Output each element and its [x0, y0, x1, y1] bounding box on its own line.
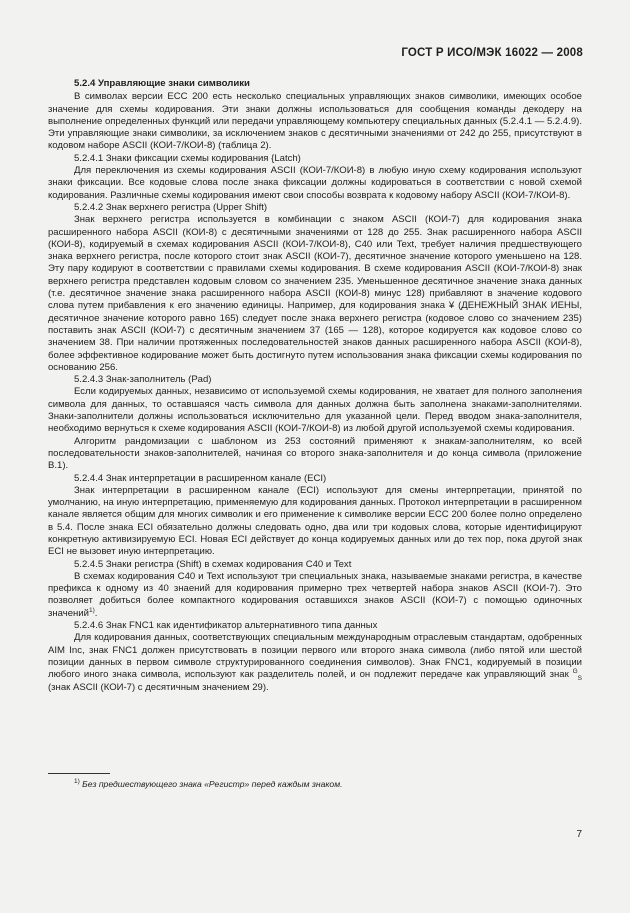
gs-superscript: G: [572, 668, 578, 676]
paragraph: В символах версии ЕСС 200 есть несколько специальных управляющих знаков символики, имеющих особое значение для схемы кодирования. Эти знаки должны использоваться для сообщения команды декодеру на выполнение определенных функций или передачи управляющему компьютеру специальных данных (5.2.4.1 — 5.2.4.9). Эти управляющие знаки символики, за исключением знаков с десятичными значениями от 242 до 255, присутствуют в кодовом наборе ASCII (КОИ-7/КОИ-8) (таблица 2).: [48, 91, 582, 152]
period: .: [94, 607, 98, 619]
subsection-heading: 5.2.4.2 Знак верхнего регистра (Upper Shift): [74, 201, 268, 213]
paragraph: Знак верхнего регистра используется в комбинации с знаком ASCII (КОИ-7) для кодирования знака расширенного набора ASCII (КОИ-8) с десятичными значениями от 128 до 255. Знак расширенного набора ASCII (КОИ-8), кодируемый в схемах кодирования ASCII (КОИ-7/КОИ-8), C40 или Text, требует наличия предшествующего знака верхнего регистра, после которого стоит знак ASCII (КОИ-7), десятичное значение которого уменьшено на 128. Эту пару кодируют в соответствии с правилами схемы кодирования. В схеме кодирования ASCII (КОИ-7/КОИ-8) знак верхнего регистра представлен кодовым словом со значением 235. Уменьшенное десятичное значение знака данных (т.е. десятичное значение знака расширенного набора ASCII (КОИ-8) минус 128) прибавляют в значение кодового слова путем прибавления к его значению единицы. Например, для кодирования знака ¥ (ДЕНЕЖНЫЙ ЗНАК ИЕНЫ, десятичное значение которого равно 165) следует после знака верхнего регистра (кодовое слово со значением 235) поставить знак ASCII (КОИ-7) с десятичным значением 37 (165 — 128), которое кодируется как кодовое слово со значением 38. При наличии протяженных последовательностей знаков данных расширенного набора ASCII (КОИ-8), более эффективное кодирование может быть достигнуто путем использования знака фиксации схемы кодирования по основанию 256.: [48, 214, 582, 373]
footnote-divider: [48, 773, 110, 774]
footnote-ref: 1): [88, 606, 95, 614]
paragraph-text: Для кодирования данных, соответствующих специальным международным отраслевым стандартам, одобренных AIM Inc, знак FNC1 должен присутствовать в позиции первого или второго знака символа (либо пятой или шестой позиции данных в первом символе структурированного соединения символов). Знак FNC1, кодируемый в позиции любого иного знака символа, используют как разделитель полей, и он подлежит передаче как управляющий знак: [48, 632, 582, 681]
subsection-heading: 5.2.4.1 Знаки фиксации схемы кодирования {Latch): [74, 152, 301, 164]
footnote-mark: 1): [74, 778, 80, 786]
section-heading: 5.2.4 Управляющие знаки символики: [74, 78, 250, 89]
page-number: 7: [576, 829, 582, 840]
page-header: ГОСТ Р ИСО/МЭК 16022 — 2008: [401, 47, 583, 59]
paragraph-text: (знак ASCII (КОИ-7) с десятичным значением 29).: [48, 681, 269, 693]
paragraph-text: В схемах кодирования C40 и Text используют три специальных знака, называемые знаками регистра, в качестве префикса к одному из 40 знаений для кодирования примерно трех четвертей набора знаков ASCII (КОИ-7). Это позволяет добиться более компактного кодирования оставшихся знаков ASCII (КОИ-7) с помощью одиночных значений: [48, 570, 582, 619]
subsection-heading: 5.2.4.3 Знак-заполнитель (Pad): [74, 374, 212, 386]
gs-subscript: S: [577, 675, 582, 683]
paragraph: [48, 571, 582, 620]
paragraph: Алгоритм рандомизации с шаблоном из 253 состояний применяют к знакам-заполнителям, ко всей последовательности знаков-заполнителей, начиная со второго знака-заполнителя и до конца символа (приложение В.1).: [48, 435, 582, 472]
paragraph: Для переключения из схемы кодирования ASCII (КОИ-7/КОИ-8) в любую иную схему кодирования используют знаки фиксации. Все кодовые слова после знака фиксации должны кодироваться в соответствии с новой схемой кодирования. Различные схемы кодирования имеют свои способы возврата к кодовому набору ASCII (КОИ-7/КОИ-8).: [48, 165, 582, 201]
paragraph: [48, 632, 582, 693]
paragraph: Если кодируемых данных, независимо от используемой схемы кодирования, не хватает для полного заполнения символа для данных, то оставшаяся часть символа для данных должна быть заполнена знаками-заполнителями. Знаки-заполнители должны использоваться исключительно для указанной цели. Перед вводом знака-заполнителя, необходимо вернуться к схеме кодирования ASCII (КОИ-7/КОИ-8) из любой другой используемой схемы кодирования.: [48, 386, 582, 435]
subsection-heading: 5.2.4.5 Знаки регистра (Shift) в схемах кодирования C40 и Text: [74, 558, 352, 570]
subsection-heading: 5.2.4.4 Знак интерпретации в расширенном канале (ECI): [74, 472, 327, 484]
document-body: [48, 78, 582, 694]
subsection-heading: 5.2.4.6 Знак FNC1 как идентификатор альтернативного типа данных: [74, 620, 378, 632]
footnote: [74, 779, 342, 789]
footnote-text: Без предшествующего знака «Регистр» перед каждым знаком.: [82, 779, 343, 789]
paragraph: Знак интерпретации в расширенном канале (ECI) используют для смены интерпретации, принятой по умолчанию, на иную интерпретацию, применяемую для кодирования данных. Протокол интерпретации в расширенном канале является общим для многих символик и его применение к символике версии ЕСС 200 более полно определено в 5.4. После знака ECI обязательно должны следовать одно, два или три кодовых слова, которые идентифицируют конкретную активизируемую ECI. Новая ECI действует до конца кодируемых данных или до тех пор, пока другой знак ECI не вызовет иную интерпретацию.: [48, 484, 582, 558]
